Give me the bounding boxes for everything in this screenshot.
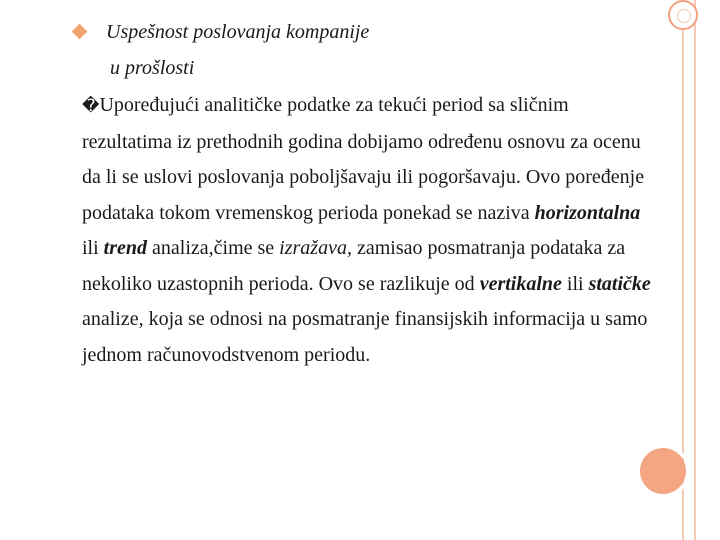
slide-content (82, 14, 652, 373)
text-segment: analize, koja se odnosi na posmatranje finansijskih informacija u samo jednom računovodstvenom periodu. (82, 308, 648, 366)
heading-line-2: u prošlosti (110, 57, 195, 79)
text-segment: zamisao posmatranja podataka za nekoliko uzastopnih perioda. Ovo se razlikuje od (82, 237, 626, 295)
term-izrazava: izražava, (279, 237, 352, 259)
heading-line-1: Uspešnost poslovanja kompanije (106, 21, 370, 43)
slide-heading (82, 14, 652, 86)
term-vertikalne: vertikalne (479, 272, 562, 295)
missing-glyph-icon: � (82, 96, 100, 116)
decorative-circle (640, 448, 686, 494)
body-paragraph (82, 88, 652, 373)
term-staticke: statičke (588, 272, 651, 295)
term-trend: trend (103, 237, 148, 259)
text-segment: ili (561, 272, 589, 295)
text-segment: ili (82, 237, 104, 259)
text-segment: analiza,čime se (147, 237, 280, 259)
text-segment: Upoređujući analitičke podatke za tekući period sa sličnim rezultatima iz prethodnih godina dobijamo određenu osnovu za ocenu da li se uslovi poslovanja poboljšavaju ili pogoršavaju. Ovo poređenje podataka tokom vremenskog perioda ponekad se naziva (82, 94, 645, 224)
decorative-ring (668, 0, 698, 30)
term-horizontalna: horizontalna (534, 201, 641, 224)
